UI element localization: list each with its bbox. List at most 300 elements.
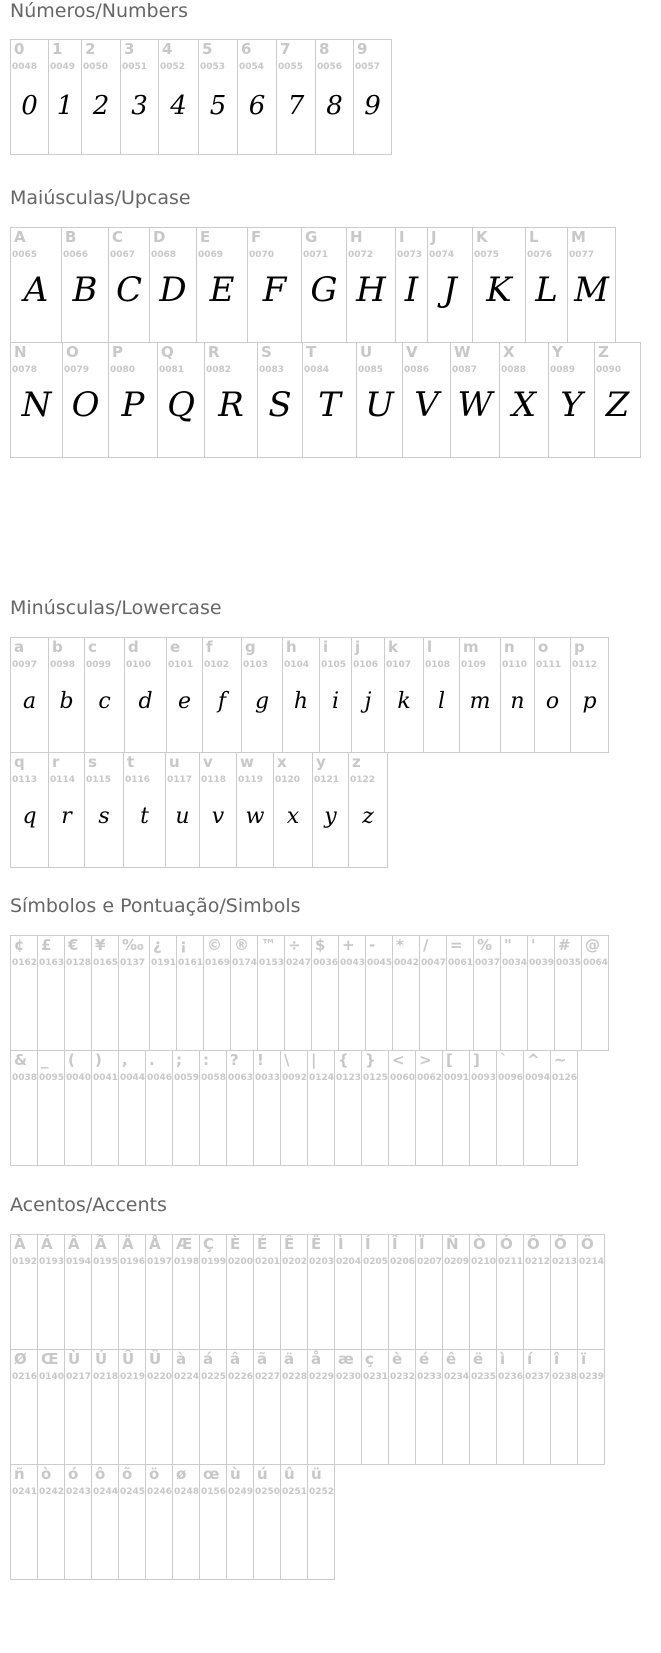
glyph-char-label: Ó bbox=[500, 1235, 513, 1253]
glyph-char-label: H bbox=[350, 228, 363, 246]
glyph-cell bbox=[319, 637, 352, 753]
glyph-code-label: 0105 bbox=[321, 660, 347, 670]
glyph-char-label: Ã bbox=[95, 1235, 107, 1253]
glyph-char-label: ™ bbox=[261, 936, 276, 954]
glyph-cell bbox=[226, 1464, 254, 1580]
glyph-cell bbox=[61, 227, 109, 343]
glyph-char-label: ® bbox=[234, 936, 249, 954]
glyph-cell bbox=[230, 935, 258, 1051]
glyph-code-label: 0074 bbox=[429, 250, 455, 260]
glyph-cell bbox=[282, 637, 320, 753]
glyph-char-label: j bbox=[355, 638, 361, 656]
glyph-sample: Q bbox=[167, 385, 195, 425]
glyph-char-label: K bbox=[476, 228, 488, 246]
glyph-cell bbox=[361, 1349, 389, 1465]
glyph-cell bbox=[353, 39, 392, 155]
glyph-cell bbox=[10, 227, 62, 343]
glyph-code-label: 0051 bbox=[122, 62, 148, 72]
glyph-code-label: 0055 bbox=[278, 62, 304, 72]
glyph-cell bbox=[166, 637, 203, 753]
glyph-code-label: 0038 bbox=[12, 1073, 38, 1083]
glyph-cell bbox=[499, 342, 549, 458]
glyph-char-label: A bbox=[14, 228, 26, 246]
glyph-cell bbox=[108, 227, 150, 343]
glyph-char-label: 2 bbox=[85, 40, 96, 58]
glyph-code-label: 0082 bbox=[206, 365, 232, 375]
glyph-cell bbox=[37, 1349, 65, 1465]
glyph-char-label: G bbox=[305, 228, 318, 246]
glyph-sample: U bbox=[365, 385, 394, 425]
glyph-sample: J bbox=[443, 270, 457, 310]
glyph-char-label: 0 bbox=[14, 40, 25, 58]
glyph-cell bbox=[525, 227, 568, 343]
glyph-char-label: n bbox=[504, 638, 515, 656]
glyph-code-label: 0165 bbox=[93, 958, 119, 968]
glyph-code-label: 0099 bbox=[86, 660, 112, 670]
glyph-sample: Y bbox=[560, 385, 583, 425]
glyph-sample: K bbox=[486, 270, 512, 310]
glyph-code-label: 0225 bbox=[201, 1372, 227, 1382]
glyph-code-label: 0093 bbox=[471, 1073, 497, 1083]
glyph-code-label: 0100 bbox=[126, 660, 152, 670]
glyph-char-label: S bbox=[261, 343, 272, 361]
section-title-accents: Acentos/Accents bbox=[10, 1194, 167, 1216]
glyph-cell bbox=[10, 637, 49, 753]
glyph-char-label: ^ bbox=[527, 1051, 540, 1069]
glyph-cell bbox=[442, 1349, 470, 1465]
glyph-code-label: 0119 bbox=[238, 775, 264, 785]
glyph-code-label: 0077 bbox=[569, 250, 595, 260]
glyph-cell bbox=[276, 39, 316, 155]
glyph-sample: 7 bbox=[287, 91, 305, 121]
glyph-char-label: ê bbox=[446, 1350, 457, 1368]
glyph-cell bbox=[157, 342, 205, 458]
glyph-cell bbox=[64, 1349, 92, 1465]
glyph-code-label: 0202 bbox=[282, 1257, 308, 1267]
glyph-cell bbox=[37, 935, 65, 1051]
glyph-code-label: 0092 bbox=[282, 1073, 308, 1083]
glyph-char-label: ç bbox=[365, 1350, 374, 1368]
glyph-sample: w bbox=[245, 804, 265, 829]
glyph-cell bbox=[10, 752, 49, 868]
glyph-code-label: 0169 bbox=[205, 958, 231, 968]
glyph-code-label: 0137 bbox=[120, 958, 146, 968]
glyph-code-label: 0110 bbox=[502, 660, 528, 670]
glyph-cell bbox=[415, 1349, 443, 1465]
glyph-cell bbox=[84, 637, 125, 753]
glyph-cell bbox=[199, 1349, 227, 1465]
glyph-char-label: ì bbox=[500, 1350, 506, 1368]
glyph-code-label: 0241 bbox=[12, 1487, 38, 1497]
glyph-grid-symbols bbox=[10, 935, 650, 1165]
glyph-code-label: 0114 bbox=[50, 775, 76, 785]
glyph-code-label: 0250 bbox=[255, 1487, 281, 1497]
glyph-char-label: V bbox=[406, 343, 418, 361]
glyph-code-label: 0198 bbox=[174, 1257, 200, 1267]
glyph-cell bbox=[388, 1349, 416, 1465]
glyph-cell bbox=[550, 1349, 578, 1465]
glyph-code-label: 0081 bbox=[159, 365, 185, 375]
glyph-code-label: 0174 bbox=[232, 958, 258, 968]
glyph-char-label: $ bbox=[315, 936, 326, 954]
glyph-sample: q bbox=[22, 804, 37, 829]
glyph-cell bbox=[237, 39, 277, 155]
glyph-code-label: 0054 bbox=[239, 62, 265, 72]
glyph-code-label: 0252 bbox=[309, 1487, 335, 1497]
glyph-sample: G bbox=[310, 270, 338, 310]
glyph-cell bbox=[145, 1349, 173, 1465]
glyph-code-label: 0076 bbox=[527, 250, 553, 260]
glyph-cell bbox=[253, 1464, 281, 1580]
glyph-cell bbox=[496, 1050, 524, 1166]
glyph-code-label: 0251 bbox=[282, 1487, 308, 1497]
glyph-cell bbox=[415, 1234, 443, 1350]
glyph-code-label: 0069 bbox=[198, 250, 224, 260]
glyph-sample: 6 bbox=[248, 91, 266, 121]
glyph-char-label: l bbox=[427, 638, 433, 656]
glyph-char-label: / bbox=[423, 936, 429, 954]
glyph-char-label: b bbox=[52, 638, 63, 656]
glyph-code-label: 0106 bbox=[353, 660, 379, 670]
glyph-cell bbox=[198, 39, 238, 155]
glyph-char-label: £ bbox=[41, 936, 52, 954]
glyph-char-label: Ä bbox=[122, 1235, 134, 1253]
glyph-char-label: ó bbox=[68, 1465, 79, 1483]
glyph-char-label: Í bbox=[365, 1235, 371, 1253]
glyph-char-label: D bbox=[153, 228, 166, 246]
glyph-code-label: 0230 bbox=[336, 1372, 362, 1382]
glyph-char-label: Û bbox=[122, 1350, 135, 1368]
glyph-char-label: 1 bbox=[52, 40, 63, 58]
glyph-cell bbox=[204, 342, 258, 458]
glyph-char-label: © bbox=[207, 936, 222, 954]
glyph-char-label: Î bbox=[392, 1235, 398, 1253]
glyph-char-label: P bbox=[112, 343, 123, 361]
glyph-grid-accents bbox=[10, 1234, 650, 1579]
glyph-code-label: 0109 bbox=[461, 660, 487, 670]
glyph-sample: 5 bbox=[209, 91, 227, 121]
glyph-cell bbox=[241, 637, 283, 753]
glyph-code-label: 0203 bbox=[309, 1257, 335, 1267]
glyph-cell bbox=[361, 1050, 389, 1166]
glyph-code-label: 0227 bbox=[255, 1372, 281, 1382]
glyph-code-label: 0107 bbox=[386, 660, 412, 670]
glyph-sample: S bbox=[268, 385, 292, 425]
glyph-code-label: 0232 bbox=[390, 1372, 416, 1382]
glyph-code-label: 0128 bbox=[66, 958, 92, 968]
glyph-char-label: ú bbox=[257, 1465, 268, 1483]
glyph-char-label: è bbox=[392, 1350, 403, 1368]
glyph-char-label: = bbox=[450, 936, 463, 954]
glyph-code-label: 0123 bbox=[336, 1073, 362, 1083]
glyph-code-label: 0041 bbox=[93, 1073, 119, 1083]
glyph-sample: F bbox=[262, 270, 287, 310]
glyph-char-label: L bbox=[529, 228, 539, 246]
glyph-char-label: M bbox=[571, 228, 586, 246]
glyph-char-label: ë bbox=[473, 1350, 484, 1368]
glyph-code-label: 0236 bbox=[498, 1372, 524, 1382]
glyph-cell bbox=[91, 1234, 119, 1350]
glyph-cell bbox=[124, 637, 167, 753]
glyph-char-label: h bbox=[286, 638, 297, 656]
glyph-grid-lowercase bbox=[10, 637, 650, 867]
glyph-sample: s bbox=[98, 804, 110, 829]
glyph-char-label: y bbox=[316, 753, 326, 771]
glyph-char-label: E bbox=[200, 228, 211, 246]
glyph-code-label: 0214 bbox=[579, 1257, 605, 1267]
glyph-code-label: 0120 bbox=[275, 775, 301, 785]
glyph-sample: h bbox=[293, 689, 309, 714]
glyph-cell bbox=[145, 1464, 173, 1580]
glyph-cell bbox=[469, 1050, 497, 1166]
glyph-char-label: a bbox=[14, 638, 25, 656]
glyph-code-label: 0033 bbox=[255, 1073, 281, 1083]
glyph-cell bbox=[118, 1234, 146, 1350]
glyph-code-label: 0192 bbox=[12, 1257, 38, 1267]
glyph-code-label: 0078 bbox=[12, 365, 38, 375]
glyph-cell bbox=[315, 39, 354, 155]
glyph-cell bbox=[226, 1050, 254, 1166]
glyph-cell bbox=[307, 1464, 335, 1580]
glyph-cell bbox=[280, 1050, 308, 1166]
glyph-char-label: e bbox=[170, 638, 181, 656]
glyph-sample: m bbox=[469, 689, 491, 714]
glyph-char-label: Ù bbox=[68, 1350, 81, 1368]
glyph-char-label: Ç bbox=[203, 1235, 215, 1253]
glyph-sample: b bbox=[59, 689, 74, 714]
glyph-sample: o bbox=[545, 689, 560, 714]
glyph-cell bbox=[203, 935, 231, 1051]
glyph-cell bbox=[459, 637, 501, 753]
glyph-code-label: 0212 bbox=[525, 1257, 551, 1267]
glyph-cell bbox=[10, 1050, 38, 1166]
glyph-char-label: ] bbox=[473, 1051, 480, 1069]
glyph-char-label: d bbox=[128, 638, 139, 656]
glyph-char-label: { bbox=[338, 1051, 349, 1069]
glyph-cell bbox=[10, 1349, 38, 1465]
glyph-code-label: 0204 bbox=[336, 1257, 362, 1267]
glyph-code-label: 0053 bbox=[200, 62, 226, 72]
glyph-cell bbox=[496, 1234, 524, 1350]
glyph-row bbox=[10, 227, 650, 342]
glyph-code-label: 0238 bbox=[552, 1372, 578, 1382]
glyph-code-label: 0193 bbox=[39, 1257, 65, 1267]
glyph-sample: e bbox=[177, 689, 192, 714]
glyph-char-label: á bbox=[203, 1350, 214, 1368]
glyph-char-label: Q bbox=[161, 343, 174, 361]
glyph-cell bbox=[423, 637, 460, 753]
glyph-row bbox=[10, 342, 650, 457]
glyph-char-label: Ì bbox=[338, 1235, 344, 1253]
glyph-code-label: 0089 bbox=[550, 365, 576, 375]
glyph-char-label: À bbox=[14, 1235, 26, 1253]
glyph-cell bbox=[280, 1464, 308, 1580]
glyph-code-label: 0104 bbox=[284, 660, 310, 670]
glyph-code-label: 0113 bbox=[12, 775, 38, 785]
glyph-code-label: 0246 bbox=[147, 1487, 173, 1497]
section-title-numbers: Números/Numbers bbox=[10, 0, 188, 22]
glyph-sample: c bbox=[98, 689, 111, 714]
glyph-cell bbox=[577, 1234, 605, 1350]
glyph-cell bbox=[172, 1349, 200, 1465]
glyph-cell bbox=[334, 1349, 362, 1465]
glyph-char-label: ô bbox=[95, 1465, 106, 1483]
glyph-cell bbox=[346, 227, 396, 343]
glyph-char-label: Ï bbox=[419, 1235, 425, 1253]
glyph-char-label: û bbox=[284, 1465, 295, 1483]
glyph-char-label: € bbox=[68, 936, 79, 954]
glyph-cell bbox=[236, 752, 274, 868]
glyph-cell bbox=[284, 935, 312, 1051]
glyph-code-label: 0117 bbox=[167, 775, 193, 785]
glyph-code-label: 0061 bbox=[448, 958, 474, 968]
glyph-code-label: 0035 bbox=[556, 958, 582, 968]
glyph-char-label: à bbox=[176, 1350, 187, 1368]
glyph-code-label: 0064 bbox=[583, 958, 609, 968]
glyph-sample: D bbox=[159, 270, 187, 310]
glyph-sample: E bbox=[209, 270, 235, 310]
glyph-sample: O bbox=[71, 385, 100, 425]
glyph-cell bbox=[395, 227, 428, 343]
glyph-char-label: } bbox=[365, 1051, 376, 1069]
glyph-cell bbox=[307, 1234, 335, 1350]
glyph-code-label: 0206 bbox=[390, 1257, 416, 1267]
glyph-cell bbox=[48, 752, 85, 868]
glyph-cell bbox=[577, 1349, 605, 1465]
glyph-char-label: ‰ bbox=[122, 936, 144, 954]
glyph-cell bbox=[172, 1464, 200, 1580]
glyph-code-label: 0217 bbox=[66, 1372, 92, 1382]
glyph-cell bbox=[10, 39, 49, 155]
glyph-cell bbox=[527, 935, 555, 1051]
glyph-code-label: 0060 bbox=[390, 1073, 416, 1083]
glyph-cell bbox=[257, 935, 285, 1051]
glyph-code-label: 0216 bbox=[12, 1372, 38, 1382]
glyph-char-label: í bbox=[527, 1350, 533, 1368]
glyph-cell bbox=[384, 637, 424, 753]
glyph-cell bbox=[442, 1234, 470, 1350]
glyph-cell bbox=[581, 935, 609, 1051]
glyph-cell bbox=[226, 1349, 254, 1465]
glyph-code-label: 0231 bbox=[363, 1372, 389, 1382]
glyph-char-label: _ bbox=[41, 1051, 49, 1069]
glyph-cell bbox=[415, 1050, 443, 1166]
glyph-char-label: < bbox=[392, 1051, 405, 1069]
glyph-code-label: 0235 bbox=[471, 1372, 497, 1382]
glyph-char-label: É bbox=[257, 1235, 268, 1253]
glyph-char-label: X bbox=[503, 343, 515, 361]
glyph-code-label: 0118 bbox=[201, 775, 227, 785]
glyph-cell bbox=[62, 342, 109, 458]
glyph-cell bbox=[199, 1234, 227, 1350]
glyph-char-label: [ bbox=[446, 1051, 453, 1069]
glyph-cell bbox=[120, 39, 159, 155]
glyph-char-label: æ bbox=[338, 1350, 354, 1368]
glyph-char-label: > bbox=[419, 1051, 432, 1069]
glyph-char-label: 6 bbox=[241, 40, 252, 58]
glyph-cell bbox=[402, 342, 451, 458]
glyph-sample: 0 bbox=[21, 91, 38, 121]
glyph-char-label: O bbox=[66, 343, 79, 361]
glyph-char-label: ¥ bbox=[95, 936, 106, 954]
glyph-char-label: p bbox=[574, 638, 585, 656]
glyph-sample: j bbox=[364, 689, 372, 714]
glyph-code-label: 0191 bbox=[151, 958, 177, 968]
glyph-char-label: k bbox=[388, 638, 398, 656]
glyph-code-label: 0088 bbox=[501, 365, 527, 375]
glyph-row bbox=[10, 1234, 650, 1349]
glyph-char-label: J bbox=[431, 228, 437, 246]
glyph-cell bbox=[199, 1050, 227, 1166]
glyph-code-label: 0126 bbox=[552, 1073, 578, 1083]
glyph-code-label: 0201 bbox=[255, 1257, 281, 1267]
glyph-code-label: 0197 bbox=[147, 1257, 173, 1267]
glyph-code-label: 0083 bbox=[259, 365, 285, 375]
glyph-char-label: ã bbox=[257, 1350, 268, 1368]
glyph-char-label: ò bbox=[41, 1465, 52, 1483]
glyph-cell bbox=[388, 1050, 416, 1166]
glyph-char-label: t bbox=[127, 753, 135, 771]
glyph-code-label: 0070 bbox=[249, 250, 275, 260]
glyph-cell bbox=[91, 1464, 119, 1580]
glyph-cell bbox=[554, 935, 582, 1051]
glyph-code-label: 0040 bbox=[66, 1073, 92, 1083]
glyph-char-label: \ bbox=[284, 1051, 290, 1069]
glyph-cell bbox=[351, 637, 385, 753]
glyph-cell bbox=[500, 637, 535, 753]
glyph-sample: B bbox=[72, 270, 98, 310]
glyph-code-label: 0079 bbox=[64, 365, 90, 375]
glyph-char-label: ` bbox=[500, 1051, 508, 1069]
glyph-row bbox=[10, 1349, 650, 1464]
glyph-cell bbox=[392, 935, 420, 1051]
glyph-sample: W bbox=[457, 385, 493, 425]
glyph-char-label: C bbox=[112, 228, 124, 246]
glyph-grid-upcase bbox=[10, 227, 650, 457]
glyph-sample: 4 bbox=[170, 91, 187, 121]
glyph-code-label: 0052 bbox=[160, 62, 186, 72]
glyph-cell bbox=[361, 1234, 389, 1350]
glyph-cell bbox=[199, 752, 237, 868]
glyph-char-label: v bbox=[203, 753, 213, 771]
glyph-char-label: Z bbox=[598, 343, 609, 361]
glyph-char-label: ø bbox=[176, 1465, 187, 1483]
glyph-code-label: 0044 bbox=[120, 1073, 146, 1083]
glyph-row bbox=[10, 935, 650, 1050]
glyph-cell bbox=[311, 935, 339, 1051]
glyph-code-label: 0101 bbox=[168, 660, 194, 670]
glyph-cell bbox=[548, 342, 595, 458]
glyph-char-label: î bbox=[554, 1350, 560, 1368]
glyph-code-label: 0086 bbox=[404, 365, 430, 375]
glyph-code-label: 0219 bbox=[120, 1372, 146, 1382]
glyph-code-label: 0207 bbox=[417, 1257, 443, 1267]
glyph-cell bbox=[280, 1234, 308, 1350]
glyph-char-label: U bbox=[360, 343, 373, 361]
glyph-sample: t bbox=[140, 804, 149, 829]
glyph-code-label: 0103 bbox=[243, 660, 269, 670]
glyph-sample: 1 bbox=[56, 91, 74, 121]
glyph-cell bbox=[48, 39, 82, 155]
glyph-sample: C bbox=[115, 270, 142, 310]
glyph-code-label: 0229 bbox=[309, 1372, 335, 1382]
glyph-cell bbox=[202, 637, 242, 753]
glyph-cell bbox=[91, 1349, 119, 1465]
glyph-cell bbox=[108, 342, 158, 458]
glyph-cell bbox=[550, 1050, 578, 1166]
glyph-cell bbox=[10, 1464, 38, 1580]
glyph-cell bbox=[118, 1050, 146, 1166]
